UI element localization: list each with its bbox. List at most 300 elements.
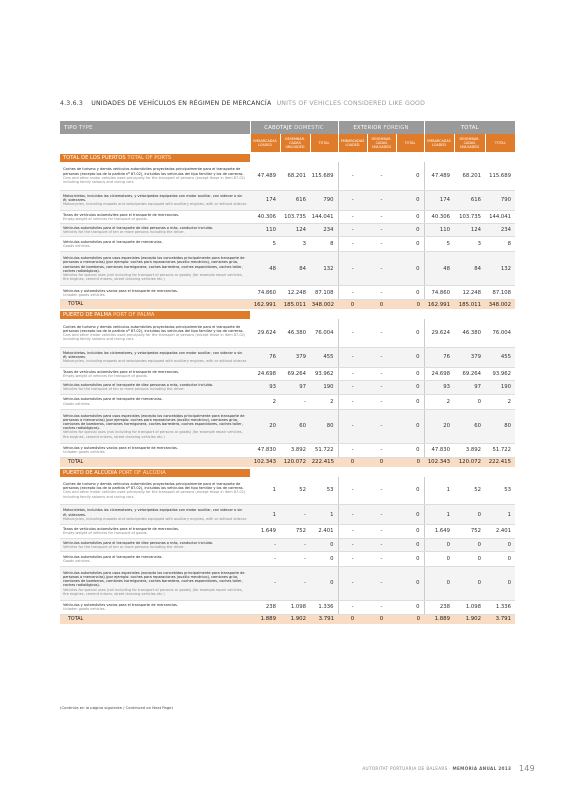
table-cell: 51.722 [310, 443, 338, 457]
total-cell: 3.791 [310, 614, 338, 624]
row-label-en: Unladen goods vehicles. [63, 607, 106, 612]
table-cell: 0 [424, 538, 454, 551]
table-cell: 0 [310, 538, 338, 551]
sub-unloaded: DESEMBAR-CADAS UNLOADED [454, 134, 485, 152]
row-label-es: Vehículos y automóviles vacíos para el transporte de mercancías. [63, 445, 178, 450]
table-cell: 24.698 [424, 367, 454, 380]
row-label-es: Motocicletas, incluidos los ciclomotores, y velocípedos equipados con motor auxiliar, con sidecar o sin él; sidecares. [63, 193, 243, 202]
table-cell: - [367, 381, 396, 394]
total-cell: 120.072 [454, 457, 485, 467]
table-cell: 0 [485, 566, 515, 600]
row-label-es: Vehículos automóviles para el transporte de mercancías. [63, 397, 163, 402]
total-cell: 1.889 [250, 614, 280, 624]
table-cell: 76.004 [485, 319, 515, 347]
total-cell: 1.902 [454, 614, 485, 624]
table-cell: 1 [485, 505, 515, 525]
table-cell: - [338, 162, 367, 190]
table-cell: 97 [280, 381, 310, 394]
table-cell: 379 [454, 347, 485, 367]
table-cell: 76.004 [310, 319, 338, 347]
table-row [60, 505, 515, 525]
row-label-es: Vehículos automóviles para el transporte de diez personas o más, conductor incluido. [63, 540, 214, 545]
row-label-es: Tanos de vehículos automóviles para el transporte de mercancías. [63, 212, 180, 217]
table-cell: - [338, 286, 367, 300]
table-cell: - [367, 367, 396, 380]
total-cell: 0 [338, 300, 367, 310]
total-cell: 185.011 [454, 300, 485, 310]
table-cell: 174 [250, 190, 280, 210]
row-description [60, 443, 250, 457]
total-cell: 0 [367, 457, 396, 467]
sub-loaded: EMBARCADAS LOADED [424, 134, 454, 152]
row-description [60, 367, 250, 380]
table-cell: 0 [396, 409, 424, 443]
table-cell: 790 [485, 190, 515, 210]
table-cell: 3.892 [454, 443, 485, 457]
table-cell: 80 [485, 409, 515, 443]
table-cell: 144.041 [310, 210, 338, 223]
table-cell: 87.108 [485, 286, 515, 300]
table-cell: - [250, 566, 280, 600]
total-cell: 1.889 [424, 614, 454, 624]
row-label-es: Vehículos automóviles para el transporte de diez personas o más, conductor incluido. [63, 383, 214, 388]
table-cell: 48 [424, 252, 454, 286]
sub-total: TOTAL [310, 134, 338, 152]
table-cell: 0 [454, 538, 485, 551]
row-description [60, 600, 250, 614]
table-cell: 24.698 [250, 367, 280, 380]
table-cell: 80 [310, 409, 338, 443]
table-cell: 0 [396, 505, 424, 525]
table-cell: - [338, 538, 367, 551]
table-cell: 76 [424, 347, 454, 367]
table-cell: 3 [454, 237, 485, 252]
table-cell: 0 [396, 347, 424, 367]
table-cell: 115.689 [310, 162, 338, 190]
table-cell: 20 [250, 409, 280, 443]
table-cell: 124 [280, 223, 310, 236]
row-description [60, 538, 250, 551]
total-cell: 348.002 [485, 300, 515, 310]
table-cell: 124 [454, 223, 485, 236]
table-cell: 752 [454, 525, 485, 538]
table-cell: 0 [485, 551, 515, 566]
total-cell: 222.415 [310, 457, 338, 467]
row-label-es: Vehículos y automóviles vacíos para el transporte de mercancías. [63, 288, 178, 293]
table-cell: - [338, 252, 367, 286]
row-label-en: Motorcycles, including mopeds and velocipedes equipped with auxiliary engines, with or without sidecar. [63, 359, 247, 364]
total-cell: 0 [367, 300, 396, 310]
table-cell: 93.962 [310, 367, 338, 380]
table-cell: 0 [454, 566, 485, 600]
table-cell: 174 [424, 190, 454, 210]
table-row [60, 319, 515, 347]
table-cell: 1.098 [280, 600, 310, 614]
table-cell: - [338, 551, 367, 566]
row-label-en: Vehicles for special uses (not including for transport of persons or goods) (for example repair vehicles, fire engines, cement mixers, street cleaning vehicles etc.) [63, 587, 243, 596]
table-row [60, 252, 515, 286]
row-description [60, 394, 250, 409]
section-title [60, 100, 425, 107]
continued-note: (Continúa en la página siguiente / Continued on Next Page) [60, 705, 173, 710]
table-cell: 132 [310, 252, 338, 286]
page-footer [362, 764, 535, 773]
table-row [60, 237, 515, 252]
table-cell: - [367, 394, 396, 409]
section-label-es: PUERTO DE ALCÚDIA [63, 469, 118, 476]
table-cell: 60 [454, 409, 485, 443]
table-cell: 5 [250, 237, 280, 252]
vehicles-table [60, 121, 515, 624]
section-label [60, 469, 250, 477]
total-cell: 0 [338, 457, 367, 467]
row-description [60, 551, 250, 566]
table-cell: 0 [454, 551, 485, 566]
table-cell: 0 [424, 566, 454, 600]
table-row [60, 347, 515, 367]
row-description [60, 210, 250, 223]
table-cell: 752 [280, 525, 310, 538]
row-label-en: Cars and other motor vehicles used principally for the transport of persons (except those in item 87.02) including family saloons and racing cars. [63, 175, 246, 184]
table-cell: 0 [396, 566, 424, 600]
table-cell: 0 [396, 525, 424, 538]
row-label-en: Unladen goods vehicles. [63, 450, 106, 455]
table-cell: - [280, 505, 310, 525]
table-row [60, 210, 515, 223]
row-label-es: Coches de turismo y demás vehículos automóviles proyectados principalmente para el transporte de personas (excepto los de la partida nº 87.02), incluidos los vehículos del tipo familiar y los de carreras. [63, 324, 244, 333]
table-cell: 1.098 [454, 600, 485, 614]
row-label-es: Vehículos automóviles para usos especiales (excepto los concebidos principalmente para transporte de personas o mercancías) (por ejemplo: coches para reparaciones (auxilio mecánico), camiones grúa, camiones de bomberos, camiones hormigonera, coches barredera, coches esparcidores, coches taller, coches radiológicos). [63, 570, 245, 588]
total-label: TOTAL [60, 614, 250, 624]
table-cell: - [338, 394, 367, 409]
section-header [60, 311, 515, 319]
table-cell: 20 [424, 409, 454, 443]
row-label-en: Goods vehicles. [63, 558, 91, 563]
total-cell: 0 [367, 614, 396, 624]
sub-loaded: EMBARCADAS LOADED [250, 134, 280, 152]
row-description [60, 347, 250, 367]
table-row [60, 162, 515, 190]
table-cell: 1 [424, 477, 454, 505]
table-cell: 48 [250, 252, 280, 286]
table-row [60, 394, 515, 409]
table-cell: - [367, 505, 396, 525]
table-cell: 2.401 [485, 525, 515, 538]
table-cell: 40.306 [250, 210, 280, 223]
table-cell: - [338, 210, 367, 223]
section-title-es: UNIDADES DE VEHÍCULOS EN RÉGIMEN DE MERCANCÍA [91, 100, 272, 107]
row-label-es: Vehículos automóviles para usos especiales (excepto los concebidos principalmente para transporte de personas o mercancías) (por ejemplo: coches para reparaciones (auxilio mecánico), camiones grúa, camiones de bomberos, camiones hormigonera, coches barredera, coches esparcidores, coches taller, coches radiológicos). [63, 413, 245, 431]
table-cell: 190 [485, 381, 515, 394]
table-row [60, 381, 515, 394]
table-cell: - [367, 252, 396, 286]
table-cell: 0 [396, 477, 424, 505]
table-cell: 97 [454, 381, 485, 394]
table-cell: 3.892 [280, 443, 310, 457]
table-cell: 0 [485, 538, 515, 551]
table-cell: - [338, 505, 367, 525]
table-cell: 144.041 [485, 210, 515, 223]
table-cell: 8 [485, 237, 515, 252]
row-label-en: Empty-weight of vehicles for transport of goods. [63, 531, 148, 536]
table-cell: - [280, 538, 310, 551]
table-cell: 132 [485, 252, 515, 286]
table-cell: 0 [396, 367, 424, 380]
table-cell: 47.489 [424, 162, 454, 190]
table-cell: 3 [280, 237, 310, 252]
table-cell: 52 [454, 477, 485, 505]
table-row [60, 190, 515, 210]
table-cell: 84 [454, 252, 485, 286]
total-label: TOTAL [60, 457, 250, 467]
table-cell: - [367, 409, 396, 443]
section-label-en: TOTAL OF PORTS [127, 155, 172, 161]
table-cell: 47.830 [250, 443, 280, 457]
total-cell: 162.991 [250, 300, 280, 310]
table-cell: 29.624 [250, 319, 280, 347]
table-cell: 29.624 [424, 319, 454, 347]
table-cell: 53 [485, 477, 515, 505]
table-cell: - [338, 190, 367, 210]
table-cell: 84 [280, 252, 310, 286]
header-tipo: TIPO TYPE [60, 121, 250, 134]
table-cell: - [367, 190, 396, 210]
table-cell: 455 [310, 347, 338, 367]
table-cell: 455 [485, 347, 515, 367]
table-cell: 234 [485, 223, 515, 236]
table-cell: 0 [396, 210, 424, 223]
table-cell: 8 [310, 237, 338, 252]
row-label-en: Motorcycles, including mopeds and velocipedes equipped with auxiliary engines, with or without sidecar. [63, 202, 247, 207]
table-cell: 616 [454, 190, 485, 210]
total-row [60, 300, 515, 310]
table-cell: 1 [424, 505, 454, 525]
table-cell: - [338, 600, 367, 614]
row-description [60, 237, 250, 252]
table-cell: 12.248 [454, 286, 485, 300]
table-cell: 0 [424, 551, 454, 566]
row-label-en: Cars and other motor vehicles used principally for the transport of persons (except those in item 87.02) including family saloons and racing cars. [63, 333, 246, 342]
table-cell: 46.380 [280, 319, 310, 347]
table-row [60, 409, 515, 443]
table-cell: - [367, 210, 396, 223]
total-cell: 348.002 [310, 300, 338, 310]
table-cell: - [367, 566, 396, 600]
table-cell: 0 [396, 162, 424, 190]
row-label-es: Vehículos automóviles para usos especiales (excepto los concebidos principalmente para transporte de personas o mercancías) (por ejemplo: coches para reparaciones (auxilio mecánico), camiones grúa, camiones de bomberos, camiones hormigonera, coches barredera, coches esparcidores, coches taller, coches radiológicos). [63, 256, 245, 273]
table-cell: 234 [310, 223, 338, 236]
table-cell: 1.336 [310, 600, 338, 614]
table-cell: - [367, 551, 396, 566]
total-row [60, 614, 515, 624]
row-description [60, 381, 250, 394]
table-cell: 0 [396, 237, 424, 252]
total-label: TOTAL [60, 300, 250, 310]
table-cell: - [250, 551, 280, 566]
row-label-es: Vehículos automóviles para el transporte de mercancías. [63, 240, 163, 245]
footer-separator: · [449, 766, 451, 771]
table-row [60, 600, 515, 614]
table-cell: 47.830 [424, 443, 454, 457]
row-label-es: Vehículos y automóviles vacíos para el transporte de mercancías. [63, 603, 178, 608]
table-cell: - [338, 347, 367, 367]
row-label-es: Vehículos automóviles para el transporte de diez personas o más, conductor incluido. [63, 225, 214, 230]
table-cell: - [367, 286, 396, 300]
table-cell: 51.722 [485, 443, 515, 457]
row-description [60, 319, 250, 347]
section-label-en: PORT OF PALMA [113, 312, 155, 319]
row-label-es: Coches de turismo y demás vehículos automóviles proyectados principalmente para el transporte de personas (excepto los de la partida nº 87.02), incluidos los vehículos del tipo familiar y los de carreras. [63, 167, 244, 176]
table-cell: 68.201 [454, 162, 485, 190]
table-cell: 0 [310, 566, 338, 600]
table-cell: 0 [396, 538, 424, 551]
table-cell: - [250, 538, 280, 551]
row-label-en: Unladen goods vehicles. [63, 292, 106, 297]
sub-unloaded: DESEMBAR-CADAS UNLOADED [367, 134, 396, 152]
header-domestic: CABOTAJE DOMESTIC [250, 121, 338, 134]
sub-unloaded: DESEMBAR-CADAS UNLOADED [280, 134, 310, 152]
table-cell: 1.649 [424, 525, 454, 538]
row-description [60, 252, 250, 286]
table-cell: 93 [250, 381, 280, 394]
table-cell: 379 [280, 347, 310, 367]
table-cell: 0 [396, 381, 424, 394]
table-cell: 0 [454, 394, 485, 409]
table-cell: 2.401 [310, 525, 338, 538]
total-cell: 1.902 [280, 614, 310, 624]
row-label-es: Motocicletas, incluidos los ciclomotores, y velocípedos equipados con motor auxiliar, con sidecar o sin él; sidecares. [63, 351, 243, 360]
table-cell: - [338, 409, 367, 443]
table-cell: - [338, 367, 367, 380]
sub-total: TOTAL [396, 134, 424, 152]
table-cell: 74.860 [424, 286, 454, 300]
total-cell: 162.991 [424, 300, 454, 310]
page-number: 149 [518, 764, 535, 773]
table-cell: 1 [310, 505, 338, 525]
table-cell: 68.201 [280, 162, 310, 190]
table-cell: 74.860 [250, 286, 280, 300]
table-cell: 1.649 [250, 525, 280, 538]
table-cell: 1 [250, 477, 280, 505]
table-cell: 115.689 [485, 162, 515, 190]
table-cell: 0 [396, 286, 424, 300]
section-title-en: UNITS OF VEHICLES CONSIDERED LIKE GOOD [276, 100, 426, 107]
table-cell: - [338, 525, 367, 538]
total-cell: 0 [396, 457, 424, 467]
header-total: TOTAL [424, 121, 515, 134]
table-cell: 69.264 [454, 367, 485, 380]
row-description [60, 190, 250, 210]
row-description [60, 566, 250, 600]
section-header [60, 469, 515, 477]
table-cell: - [338, 443, 367, 457]
table-cell: - [338, 381, 367, 394]
table-cell: - [338, 566, 367, 600]
table-row [60, 525, 515, 538]
table-cell: 2 [250, 394, 280, 409]
table-cell: - [367, 600, 396, 614]
table-cell: 103.735 [454, 210, 485, 223]
table-cell: 5 [424, 237, 454, 252]
table-cell: - [338, 223, 367, 236]
table-cell: 0 [396, 443, 424, 457]
table-cell: 190 [310, 381, 338, 394]
table-cell: 238 [250, 600, 280, 614]
table-cell: 0 [396, 551, 424, 566]
table-row [60, 286, 515, 300]
table-cell: 40.306 [424, 210, 454, 223]
section-label-es: TOTAL DE LOS PUERTOS [63, 155, 126, 161]
row-description [60, 505, 250, 525]
table-cell: 93 [424, 381, 454, 394]
row-description [60, 477, 250, 505]
sub-total: TOTAL [485, 134, 515, 152]
table-cell: 110 [250, 223, 280, 236]
header-foreign: EXTERIOR FOREIGN [338, 121, 424, 134]
table-cell: 0 [396, 600, 424, 614]
total-cell: 102.343 [424, 457, 454, 467]
row-label-en: Vehicles for the transport of ten or more persons including the driver. [63, 387, 185, 392]
table-row [60, 223, 515, 236]
row-label-en: Vehicles for special uses (not including for transport of persons or goods) (for example repair vehicles, fire engines, cement mixers, street cleaning vehicles etc.) [63, 430, 243, 439]
table-cell: - [338, 319, 367, 347]
table-cell: - [367, 162, 396, 190]
section-label [60, 154, 250, 162]
row-description [60, 286, 250, 300]
table-cell: - [367, 525, 396, 538]
table-cell: 110 [424, 223, 454, 236]
row-label-en: Vehicles for special uses (not including for transport of persons or goods) (for example repair vehicles, fire engines, cement mixers, street cleaning vehicles etc.) [63, 273, 243, 282]
row-label-en: Cars and other motor vehicles used principally for the transport of persons (except those in item 87.02) including family saloons and racing cars. [63, 490, 246, 499]
table-cell: 2 [424, 394, 454, 409]
table-cell: - [367, 223, 396, 236]
table-cell: 616 [280, 190, 310, 210]
section-label [60, 311, 250, 319]
row-description [60, 223, 250, 236]
total-cell: 3.791 [485, 614, 515, 624]
section-header [60, 154, 515, 162]
table-cell: - [367, 538, 396, 551]
table-cell: - [367, 477, 396, 505]
table-cell: 46.380 [454, 319, 485, 347]
table-cell: 0 [396, 252, 424, 286]
total-cell: 185.011 [280, 300, 310, 310]
row-label-es: Motocicletas, incluidos los ciclomotores, y velocípedos equipados con motor auxiliar, con sidecar o sin él; sidecares. [63, 508, 243, 517]
row-label-en: Goods vehicles. [63, 401, 91, 406]
table-cell: - [280, 551, 310, 566]
total-cell: 120.072 [280, 457, 310, 467]
table-row [60, 551, 515, 566]
section-number: 4.3.6.3 [60, 100, 84, 107]
table-cell: 0 [396, 190, 424, 210]
table-row [60, 443, 515, 457]
table-cell: - [367, 319, 396, 347]
table-cell: 47.489 [250, 162, 280, 190]
table-cell: - [338, 237, 367, 252]
table-cell: 103.735 [280, 210, 310, 223]
table-cell: 238 [424, 600, 454, 614]
table-cell: - [280, 566, 310, 600]
total-cell: 0 [396, 300, 424, 310]
footer-report: MEMÒRIA ANUAL 2013 [452, 766, 512, 771]
table-row [60, 477, 515, 505]
table-cell: - [280, 394, 310, 409]
row-label-en: Motorcycles, including mopeds and velocipedes equipped with auxiliary engines, with or without sidecar. [63, 516, 247, 521]
section-label-en: PORT OF ALCÚDIA [118, 469, 166, 476]
row-description [60, 525, 250, 538]
sub-loaded: EMBARCADAS LOADED [338, 134, 367, 152]
row-label-es: Vehículos automóviles para el transporte de mercancías. [63, 554, 163, 559]
